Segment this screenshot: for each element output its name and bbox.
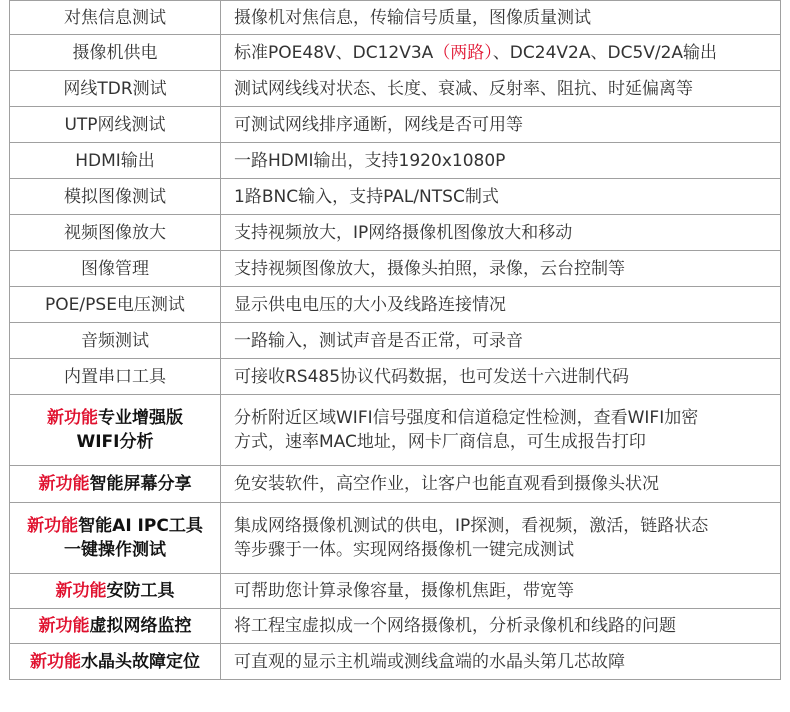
new-feature-tag: 新功能 xyxy=(27,516,79,536)
row-label: 内置串口工具 xyxy=(10,359,221,395)
feature-label xyxy=(10,503,221,574)
table-row xyxy=(10,287,781,323)
new-feature-tag: 新功能 xyxy=(38,616,90,636)
feature-desc-line1: 分析附近区域WIFI信号强度和信道稳定性检测，查看WIFI加密 xyxy=(234,408,699,428)
feature-label xyxy=(10,466,221,503)
new-feature-tag: 新功能 xyxy=(30,651,81,672)
row-value: 显示供电电压的大小及线路连接情况 xyxy=(221,287,781,323)
feature-value xyxy=(221,503,781,574)
table-row xyxy=(10,107,781,143)
value-highlight: （两路） xyxy=(433,42,493,63)
feature-value xyxy=(221,395,781,466)
feature-name: 智能屏幕分享 xyxy=(89,474,192,494)
table-row xyxy=(10,323,781,359)
feature-row xyxy=(10,574,781,609)
feature-desc-line2: 等步骤于一体。实现网络摄像机一键完成测试 xyxy=(234,540,574,560)
table-row xyxy=(10,71,781,107)
row-label: UTP网线测试 xyxy=(10,107,221,143)
feature-name: 虚拟网络监控 xyxy=(89,616,192,636)
row-label: 音频测试 xyxy=(10,323,221,359)
new-feature-tag: 新功能 xyxy=(38,474,90,494)
table-row xyxy=(10,359,781,395)
feature-row xyxy=(10,503,781,574)
row-value: 一路输入，测试声音是否正常，可录音 xyxy=(221,323,781,359)
feature-desc-line1: 集成网络摄像机测试的供电，IP探测，看视频，激活，链路状态 xyxy=(234,516,709,536)
feature-name: 水晶头故障定位 xyxy=(81,651,200,672)
row-label: 网线TDR测试 xyxy=(10,71,221,107)
row-value: 1路BNC输入，支持PAL/NTSC制式 xyxy=(221,179,781,215)
row-label: POE/PSE电压测试 xyxy=(10,287,221,323)
feature-name: 安防工具 xyxy=(106,581,175,601)
row-value: 可接收RS485协议代码数据，也可发送十六进制代码 xyxy=(221,359,781,395)
feature-label xyxy=(10,644,221,680)
table-row xyxy=(10,1,781,35)
row-label: 摄像机供电 xyxy=(10,35,221,71)
feature-value: 免安装软件，高空作业，让客户也能直观看到摄像头状况 xyxy=(221,466,781,503)
row-value: 测试网线线对状态、长度、衰减、反射率、阻抗、时延偏离等 xyxy=(221,71,781,107)
new-feature-tag: 新功能 xyxy=(55,581,107,601)
row-value: 可测试网线排序通断，网线是否可用等 xyxy=(221,107,781,143)
table-row xyxy=(10,179,781,215)
row-value xyxy=(221,35,781,71)
row-label: 图像管理 xyxy=(10,251,221,287)
feature-row xyxy=(10,644,781,680)
feature-row xyxy=(10,395,781,466)
table-row xyxy=(10,143,781,179)
value-text: 标准POE48V、DC12V3A xyxy=(234,42,434,63)
feature-desc-line2: 方式，速率MAC地址，网卡厂商信息，可生成报告打印 xyxy=(234,432,646,452)
row-value: 摄像机对焦信息，传输信号质量，图像质量测试 xyxy=(221,1,781,35)
feature-value: 可帮助您计算录像容量，摄像机焦距，带宽等 xyxy=(221,574,781,609)
feature-label xyxy=(10,609,221,644)
spec-table xyxy=(9,0,781,680)
row-label: 对焦信息测试 xyxy=(10,1,221,35)
table-row xyxy=(10,215,781,251)
table-row xyxy=(10,35,781,71)
feature-label xyxy=(10,574,221,609)
feature-value: 将工程宝虚拟成一个网络摄像机，分析录像机和线路的问题 xyxy=(221,609,781,644)
feature-name-line2: 一键操作测试 xyxy=(64,540,166,560)
value-text: 、DC24V2A、DC5V/2A输出 xyxy=(492,42,718,63)
feature-row xyxy=(10,609,781,644)
row-label: 模拟图像测试 xyxy=(10,179,221,215)
row-value: 支持视频图像放大，摄像头拍照，录像，云台控制等 xyxy=(221,251,781,287)
feature-name: 专业增强版 xyxy=(98,408,183,428)
row-value: 支持视频放大，IP网络摄像机图像放大和移动 xyxy=(221,215,781,251)
row-label: 视频图像放大 xyxy=(10,215,221,251)
feature-value: 可直观的显示主机端或测线盒端的水晶头第几芯故障 xyxy=(221,644,781,680)
new-feature-tag: 新功能 xyxy=(47,408,98,428)
feature-name-line2: WIFI分析 xyxy=(76,432,154,452)
feature-name: 智能AI IPC工具 xyxy=(78,516,203,536)
feature-row xyxy=(10,466,781,503)
table-row xyxy=(10,251,781,287)
row-label: HDMI输出 xyxy=(10,143,221,179)
feature-label xyxy=(10,395,221,466)
row-value: 一路HDMI输出，支持1920x1080P xyxy=(221,143,781,179)
